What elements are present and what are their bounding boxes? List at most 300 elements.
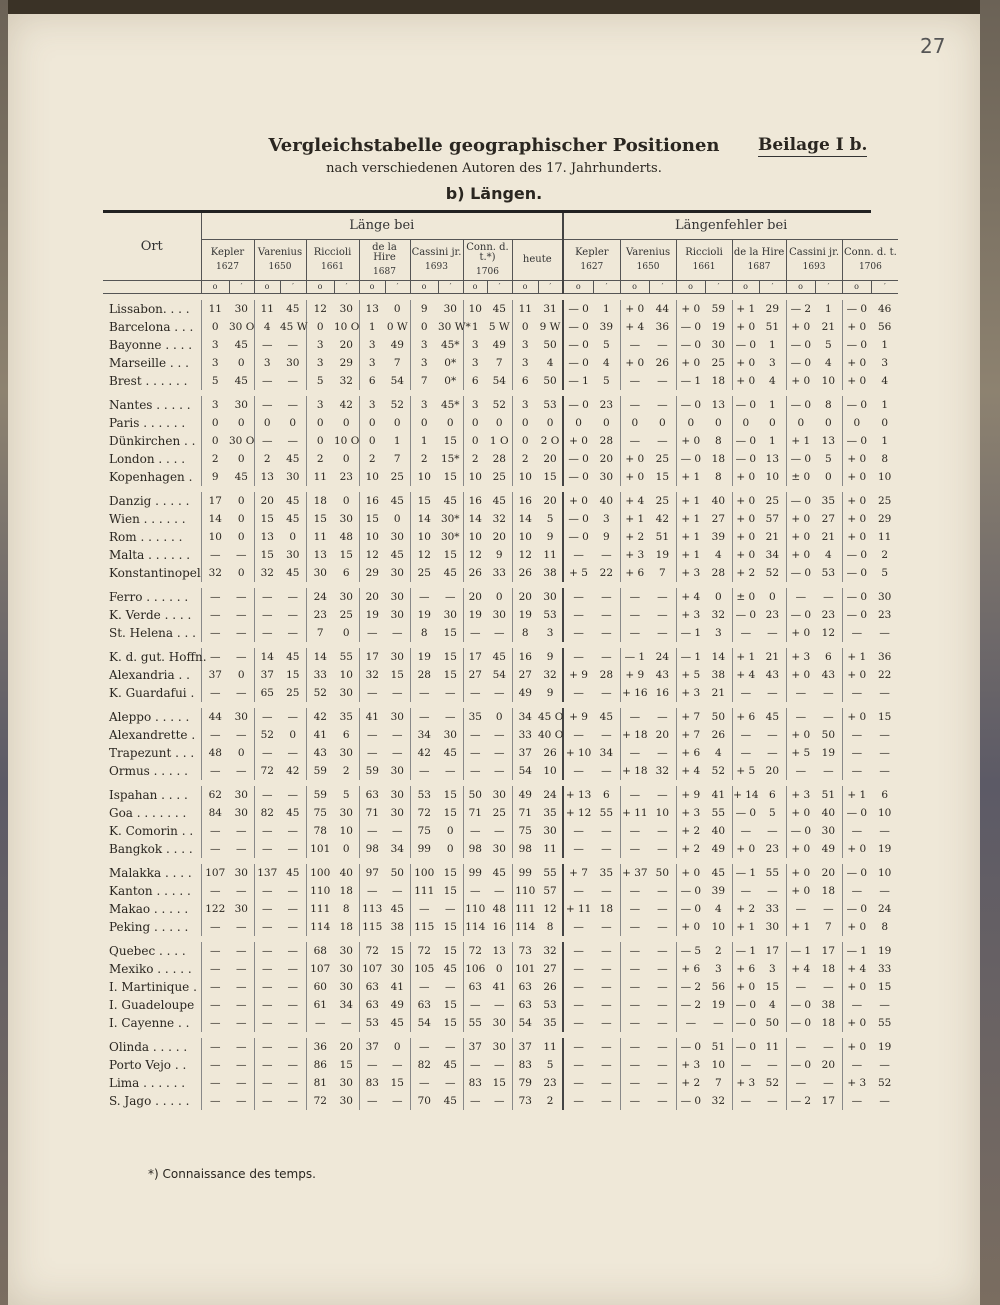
fehler-cell: —	[620, 918, 649, 936]
fehler-cell: + 9	[620, 666, 649, 684]
laenge-cell: —	[463, 726, 487, 744]
fehler-cell: 25	[765, 495, 780, 507]
fehler-cell: 0	[602, 417, 610, 429]
laenge-cell: 72	[306, 1092, 334, 1110]
unit-degree: o	[463, 281, 487, 294]
fehler-cell: — 0	[786, 996, 815, 1014]
fehler-cell: —	[842, 744, 871, 762]
laenge-cell: 13	[254, 468, 280, 486]
laenge-cell: —	[201, 684, 229, 702]
fehler-cell: — 0	[676, 450, 705, 468]
laenge-cell: 63	[359, 996, 385, 1014]
laenge-cell: 32	[201, 564, 229, 582]
laenge-cell: 0	[512, 432, 538, 450]
fehler-cell: + 0	[842, 450, 871, 468]
fehler-cell: 29	[877, 513, 892, 525]
fehler-cell: + 10	[563, 744, 593, 762]
table-row	[103, 468, 898, 486]
fehler-cell: —	[620, 1074, 649, 1092]
laenge-cell: 62	[201, 786, 229, 804]
laenge-cell: 45	[390, 903, 404, 915]
laenge-cell: 15	[443, 867, 457, 879]
author-header-fehler	[620, 240, 676, 281]
laenge-cell: 13	[306, 546, 334, 564]
laenge-cell: 33	[492, 567, 506, 579]
laenge-cell: 25	[286, 687, 300, 699]
fehler-cell: — 0	[842, 546, 871, 564]
laenge-cell: 10	[512, 468, 538, 486]
laenge-cell: 45	[492, 651, 506, 663]
fehler-cell: — 0	[676, 900, 705, 918]
laenge-cell: 11	[254, 300, 280, 318]
laenge-cell: 5	[342, 789, 350, 801]
laenge-cell: 15	[390, 945, 404, 957]
author-name: de la Hire	[372, 241, 397, 264]
laenge-cell: 6	[359, 372, 385, 390]
laenge-cell: 16	[463, 492, 487, 510]
laenge-cell: 83	[359, 1074, 385, 1092]
fehler-cell: + 2	[676, 1074, 705, 1092]
laenge-cell: —	[359, 744, 385, 762]
place-name: Paris . . . . . .	[109, 416, 186, 430]
author-header-fehler	[676, 240, 732, 281]
fehler-cell: —	[563, 918, 593, 936]
fehler-cell: — 0	[732, 1038, 759, 1056]
place-name: Kanton . . . . .	[109, 884, 191, 898]
fehler-cell: — 0	[563, 468, 593, 486]
laenge-cell: 33	[306, 666, 334, 684]
laenge-cell: —	[392, 627, 403, 639]
laenge-cell: 75	[306, 804, 334, 822]
fehler-cell: 4	[602, 357, 610, 369]
laenge-cell: 49	[512, 786, 538, 804]
fehler-cell: —	[563, 1038, 593, 1056]
laenge-cell: 59	[359, 762, 385, 780]
laenge-cell: 2	[254, 450, 280, 468]
laenge-cell: 35	[543, 1017, 557, 1029]
laenge-cell: —	[236, 651, 247, 663]
fehler-cell: 43	[821, 669, 836, 681]
laenge-cell: 31	[543, 303, 557, 315]
fehler-cell: —	[879, 825, 890, 837]
laenge-cell: 3	[359, 336, 385, 354]
laenge-cell: 0	[342, 495, 350, 507]
table-row	[103, 978, 898, 996]
fehler-cell: —	[620, 1038, 649, 1056]
laenge-cell: 5 W	[488, 321, 510, 333]
author-name: Kepler	[575, 247, 609, 259]
fehler-cell: —	[620, 432, 649, 450]
laenge-cell: 19	[359, 606, 385, 624]
fehler-cell: 5	[768, 807, 776, 819]
laenge-cell: 0	[306, 432, 334, 450]
laenge-cell: 0	[393, 303, 401, 315]
fehler-cell: 55	[711, 807, 726, 819]
fehler-cell: — 0	[842, 804, 871, 822]
laenge-cell: 29	[339, 357, 353, 369]
author-year: 1661	[692, 261, 716, 272]
laenge-cell: 63	[512, 996, 538, 1014]
place-name: Lima . . . . . .	[109, 1076, 186, 1090]
fehler-cell: —	[563, 684, 593, 702]
fehler-cell: + 0	[732, 978, 759, 996]
place-name: Konstantinopel	[109, 566, 201, 580]
table-row	[103, 726, 898, 744]
fehler-cell: 0	[768, 417, 776, 429]
fehler-cell: + 0	[786, 666, 815, 684]
laenge-cell: —	[201, 1056, 229, 1074]
table-row	[103, 762, 898, 780]
laenge-cell: 1	[393, 435, 401, 447]
laenge-cell: 30	[339, 591, 353, 603]
laenge-cell: 45	[443, 963, 457, 975]
laenge-cell: 0	[546, 417, 554, 429]
marble-edge-right	[980, 0, 1000, 1305]
laenge-cell: —	[201, 978, 229, 996]
laenge-cell: 30 O	[229, 321, 255, 333]
fehler-cell: + 4	[786, 960, 815, 978]
fehler-cell: 18	[821, 963, 836, 975]
fehler-cell: 21	[711, 687, 726, 699]
laenge-cell: 0	[495, 591, 503, 603]
laenge-cell: 30	[390, 567, 404, 579]
fehler-cell: —	[563, 996, 593, 1014]
fehler-cell: 1	[768, 435, 776, 447]
fehler-cell: + 0	[842, 468, 871, 486]
laenge-cell: 82	[410, 1056, 438, 1074]
laenge-cell: 6	[512, 372, 538, 390]
fehler-cell: + 5	[676, 666, 705, 684]
laenge-cell: 20	[339, 339, 353, 351]
laenge-cell: —	[236, 729, 247, 741]
unit-minute: ′	[871, 281, 898, 294]
fehler-cell: 16	[655, 687, 670, 699]
fehler-cell: —	[786, 1074, 815, 1092]
fehler-cell: —	[563, 648, 593, 666]
author-header-fehler	[732, 240, 786, 281]
fehler-cell: 20	[765, 765, 780, 777]
fehler-cell: 8	[881, 921, 888, 933]
fehler-cell: —	[657, 1041, 668, 1053]
laenge-cell: 2	[359, 450, 385, 468]
laenge-cell: 113	[359, 900, 385, 918]
laenge-cell: 5	[306, 372, 334, 390]
laenge-cell: 23	[339, 471, 353, 483]
laenge-cell: 45	[443, 747, 457, 759]
fehler-cell: —	[879, 885, 890, 897]
laenge-cell: 30	[390, 711, 404, 723]
fehler-cell: + 0	[676, 300, 705, 318]
fehler-cell: — 0	[786, 822, 815, 840]
fehler-cell: — 1	[842, 942, 871, 960]
fehler-cell: 27	[821, 513, 836, 525]
table-row	[103, 864, 898, 882]
laenge-cell: 49	[492, 339, 506, 351]
fehler-cell: 6	[602, 789, 610, 801]
fehler-cell: — 0	[732, 336, 759, 354]
author-name: Varenius	[257, 247, 303, 259]
laenge-cell: 15	[410, 492, 438, 510]
fehler-cell: 15	[877, 711, 892, 723]
laenge-cell: 32	[339, 375, 353, 387]
fehler-cell: + 7	[563, 864, 593, 882]
fehler-cell: 10	[877, 807, 892, 819]
fehler-cell: 10	[821, 375, 836, 387]
laenge-cell: 41	[390, 981, 404, 993]
fehler-cell: + 0	[676, 864, 705, 882]
laenge-cell: 0	[306, 318, 334, 336]
fehler-cell: + 9	[676, 786, 705, 804]
laenge-cell: 13	[254, 528, 280, 546]
laenge-cell: 36	[306, 1038, 334, 1056]
laenge-cell: 3	[201, 354, 229, 372]
laenge-cell: 35	[543, 807, 557, 819]
fehler-cell: + 0	[786, 372, 815, 390]
laenge-cell: 30	[339, 303, 353, 315]
laenge-cell: —	[494, 1095, 505, 1107]
laenge-cell: —	[236, 1077, 247, 1089]
fehler-cell: 13	[765, 453, 780, 465]
laenge-cell: 38	[390, 921, 404, 933]
fehler-cell: 24	[655, 651, 670, 663]
fehler-cell: — 1	[676, 648, 705, 666]
laenge-cell: 24	[543, 789, 557, 801]
laenge-cell: 54	[492, 669, 506, 681]
laenge-cell: —	[392, 885, 403, 897]
author-year: 1706	[858, 261, 882, 272]
fehler-cell: — 0	[676, 1092, 705, 1110]
laenge-cell: —	[287, 1041, 298, 1053]
fehler-cell: 2	[714, 945, 722, 957]
laenge-cell: —	[254, 624, 280, 642]
fehler-cell: + 0	[842, 528, 871, 546]
laenge-cell: —	[201, 942, 229, 960]
laenge-cell: 48	[339, 531, 353, 543]
laenge-cell: 9	[410, 300, 438, 318]
unit-degree: o	[676, 281, 705, 294]
laenge-cell: 25	[410, 564, 438, 582]
laenge-cell: 101	[306, 840, 334, 858]
fehler-cell: 8	[881, 453, 888, 465]
table-row	[103, 648, 898, 666]
laenge-cell: 11	[306, 528, 334, 546]
fehler-cell: + 0	[676, 354, 705, 372]
laenge-cell: 4	[254, 318, 280, 336]
fehler-cell: — 1	[676, 624, 705, 642]
fehler-cell: 45	[599, 711, 614, 723]
fehler-cell: + 3	[676, 606, 705, 624]
laenge-cell: —	[494, 729, 505, 741]
fehler-cell: + 0	[842, 1038, 871, 1056]
fehler-cell: 3	[768, 357, 776, 369]
laenge-cell: —	[201, 960, 229, 978]
fehler-cell: + 3	[732, 1074, 759, 1092]
laenge-cell: 52	[306, 684, 334, 702]
laenge-cell: 40 O	[538, 729, 564, 741]
fehler-cell: —	[563, 1074, 593, 1092]
laenge-cell: 25	[492, 471, 506, 483]
fehler-cell: —	[879, 765, 890, 777]
table-row	[103, 684, 898, 702]
table-row	[103, 1014, 898, 1032]
table-row	[103, 336, 898, 354]
fehler-cell: —	[657, 1017, 668, 1029]
laenge-cell: 5	[546, 1059, 554, 1071]
fehler-cell: —	[601, 1077, 612, 1089]
laenge-cell: 37	[512, 1038, 538, 1056]
fehler-cell: — 0	[732, 1014, 759, 1032]
laenge-cell: 106	[463, 960, 487, 978]
author-header-laenge	[201, 240, 254, 281]
laenge-cell: 101	[512, 960, 538, 978]
laenge-cell: 30	[492, 789, 506, 801]
fehler-cell: —	[842, 1092, 871, 1110]
laenge-cell: —	[494, 627, 505, 639]
laenge-cell: —	[287, 435, 298, 447]
laenge-cell: —	[254, 882, 280, 900]
laenge-cell: 53	[410, 786, 438, 804]
laenge-cell: 7	[306, 624, 334, 642]
fehler-cell: + 4	[620, 492, 649, 510]
laenge-cell: 23	[543, 1077, 557, 1089]
beilage-label: Beilage I b.	[758, 135, 868, 155]
fehler-cell: —	[563, 882, 593, 900]
laenge-cell: —	[236, 981, 247, 993]
fehler-cell: + 5	[732, 762, 759, 780]
laenge-cell: —	[463, 684, 487, 702]
fehler-cell: + 3	[676, 564, 705, 582]
laenge-cell: 73	[512, 942, 538, 960]
laenge-cell: —	[201, 840, 229, 858]
laenge-cell: 0	[512, 318, 538, 336]
laenge-cell: 0	[410, 318, 438, 336]
fehler-cell: + 1	[732, 648, 759, 666]
laenge-cell: 41	[359, 708, 385, 726]
laenge-cell: —	[287, 339, 298, 351]
fehler-cell: — 0	[676, 318, 705, 336]
laenge-cell: 42	[410, 744, 438, 762]
place-name: Malta . . . . . .	[109, 548, 191, 562]
fehler-cell: 22	[599, 567, 614, 579]
fehler-cell: — 0	[563, 396, 593, 414]
laenge-cell: 73	[512, 1092, 538, 1110]
fehler-cell: 25	[655, 495, 670, 507]
fehler-cell: 51	[765, 321, 780, 333]
fehler-cell: —	[601, 627, 612, 639]
laenge-cell: 15	[443, 669, 457, 681]
fehler-cell: —	[823, 1041, 834, 1053]
laenge-cell: 15	[443, 945, 457, 957]
fehler-cell: —	[732, 1056, 759, 1074]
fehler-cell: —	[657, 843, 668, 855]
fehler-cell: 50	[765, 1017, 780, 1029]
laenge-cell: 12	[463, 546, 487, 564]
unit-minute: ′	[487, 281, 512, 294]
fehler-cell: + 0	[786, 840, 815, 858]
place-name: Kopenhagen .	[109, 470, 193, 484]
laenge-cell: —	[494, 747, 505, 759]
laenge-cell: 99	[463, 864, 487, 882]
laenge-cell: 0	[237, 453, 245, 465]
laenge-cell: 30	[339, 687, 353, 699]
fehler-cell: — 0	[676, 336, 705, 354]
fehler-cell: —	[879, 687, 890, 699]
fehler-cell: 18	[711, 453, 726, 465]
fehler-cell: —	[620, 1014, 649, 1032]
fehler-cell: —	[732, 744, 759, 762]
fehler-cell: 25	[711, 357, 726, 369]
fehler-cell: —	[842, 1056, 871, 1074]
laenge-cell: 8	[410, 624, 438, 642]
fehler-cell: 41	[711, 789, 726, 801]
fehler-cell: 19	[655, 549, 670, 561]
fehler-cell: + 3	[676, 684, 705, 702]
laenge-cell: 11	[201, 300, 229, 318]
laenge-cell: 0	[237, 495, 245, 507]
fehler-cell: 30	[877, 591, 892, 603]
fehler-cell: + 2	[676, 840, 705, 858]
fehler-cell: —	[620, 882, 649, 900]
fehler-cell: 3	[768, 963, 776, 975]
laenge-cell: 45*	[440, 339, 460, 351]
fehler-cell: —	[601, 825, 612, 837]
laenge-cell: 45	[390, 495, 404, 507]
author-year: 1693	[802, 261, 826, 272]
laenge-cell: 0	[342, 417, 350, 429]
laenge-cell: 83	[463, 1074, 487, 1092]
laenge-cell: 0	[289, 531, 297, 543]
fehler-cell: + 7	[676, 726, 705, 744]
unit-degree: o	[620, 281, 649, 294]
laenge-cell: 45	[286, 303, 300, 315]
laenge-cell: —	[410, 762, 438, 780]
laenge-cell: 15	[254, 546, 280, 564]
fehler-cell: —	[563, 1014, 593, 1032]
fehler-cell: + 0	[842, 840, 871, 858]
fehler-cell: —	[786, 762, 815, 780]
fehler-cell: + 0	[732, 492, 759, 510]
laenge-cell: 6	[342, 567, 350, 579]
fehler-cell: + 9	[563, 666, 593, 684]
fehler-cell: —	[620, 744, 649, 762]
laenge-cell: —	[392, 729, 403, 741]
fehler-cell: + 4	[676, 762, 705, 780]
fehler-cell: —	[601, 1041, 612, 1053]
laenge-cell: 30	[492, 1017, 506, 1029]
laenge-cell: 45	[492, 303, 506, 315]
fehler-cell: —	[657, 945, 668, 957]
fehler-cell: —	[620, 588, 649, 606]
laenge-cell: —	[445, 765, 456, 777]
unit-minute: ′	[759, 281, 786, 294]
fehler-cell: —	[732, 822, 759, 840]
author-name: Conn. d. t.	[843, 247, 897, 259]
fehler-cell: — 0	[786, 606, 815, 624]
laenge-cell: 15	[443, 435, 457, 447]
fehler-cell: 10	[877, 471, 892, 483]
laenge-cell: 30	[492, 843, 506, 855]
unit-degree: o	[732, 281, 759, 294]
fehler-cell: —	[620, 786, 649, 804]
fehler-cell: —	[657, 399, 668, 411]
fehler-cell: 13	[821, 435, 836, 447]
fehler-cell: 29	[765, 303, 780, 315]
fehler-cell: —	[601, 1059, 612, 1071]
fehler-cell: 23	[765, 609, 780, 621]
laenge-cell: 54	[492, 375, 506, 387]
fehler-cell: + 1	[676, 528, 705, 546]
fehler-cell: + 9	[563, 708, 593, 726]
